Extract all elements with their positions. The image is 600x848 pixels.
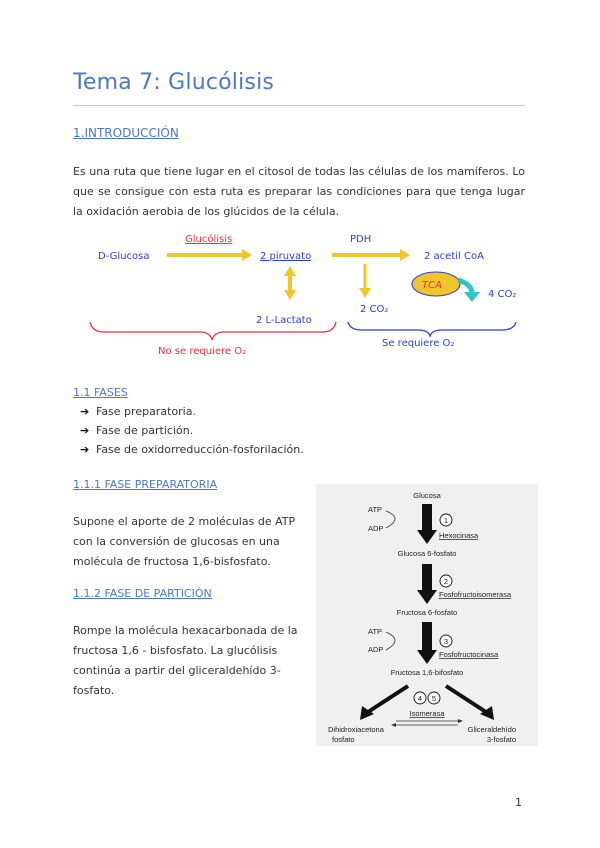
step-3-arrow-shaft: [422, 622, 432, 652]
glycolysis-pathway-diagram-lower: [316, 684, 538, 746]
dhap-label-2: fosfato: [332, 735, 355, 744]
fructosa-6-fosfato-label: Fructosa 6-fosfato: [396, 608, 458, 617]
tca-output-arrow-shaft: [458, 280, 472, 294]
co2-arrow-head: [359, 288, 371, 298]
glycolysis-pathway-diagram: [316, 484, 538, 706]
preparatoria-text: Supone el aporte de 2 moléculas de ATP con la conversión de glucosas en una molécula de fructosa 1,6-bisfosfato.: [73, 515, 296, 568]
fases-list: [80, 402, 304, 459]
co2-2-label: 2 CO₂: [360, 304, 389, 315]
d-glucosa-label: D-Glucosa: [98, 251, 150, 262]
pdh-label: PDH: [350, 234, 372, 245]
g3p-label-1: Gliceraldehído: [467, 725, 516, 734]
atp-2-label: ATP: [368, 627, 383, 636]
glucosa-label: Glucosa: [413, 491, 441, 500]
acetil-coa-label: 2 acetil CoA: [424, 251, 484, 262]
step-3-number: 3: [443, 637, 449, 646]
piruvato-label: 2 piruvato: [260, 251, 312, 262]
adp-2-label: ADP: [368, 645, 384, 654]
fosfofructocinasa-label: Fosfofructocinasa: [439, 650, 499, 659]
list-item: ➔ Fase de partición.: [80, 421, 304, 440]
tca-label: TCA: [422, 280, 442, 291]
glucolisis-arrow-head: [242, 249, 252, 261]
glucosa-6-fosfato-label: Glucosa 6-fosfato: [397, 549, 457, 558]
oxygen-brace: [348, 322, 516, 336]
section-heading-preparatoria: 1.1.1 FASE PREPARATORIA: [73, 478, 218, 491]
atp-1-label: ATP: [368, 505, 383, 514]
lactato-arrow-up-head: [284, 266, 296, 276]
arrow-bullet-icon: ➔: [80, 424, 90, 437]
title-divider: [73, 105, 525, 106]
arrow-bullet-icon: ➔: [80, 443, 90, 456]
g3p-label-2: 3-fosfato: [486, 735, 516, 744]
step-1-number: 1: [443, 516, 449, 525]
pdh-arrow-head: [400, 249, 410, 261]
hexocinasa-label: Hexocinasa: [439, 531, 479, 540]
step-2-number: 2: [443, 577, 449, 586]
lactato-label: 2 L-Lactato: [256, 315, 312, 326]
fosfofructoisomerasa-label: Fosfofructoisomerasa: [439, 590, 512, 599]
particion-text: Rompe la molécula hexacarbonada de la fructosa 1,6 - bisfosfato. La glucólisis continúa a partir del gliceraldehído 3-fosfato.: [73, 624, 298, 697]
lactato-arrow-down-head: [284, 290, 296, 300]
section-heading-particion: 1.1.2 FASE DE PARTICIÓN: [73, 587, 212, 600]
step-5-number: 5: [431, 694, 437, 703]
step-4-number: 4: [417, 694, 423, 703]
step-2-arrow-shaft: [422, 564, 432, 592]
dhap-label-1: Dihidroxiacetona: [328, 725, 384, 734]
co2-4-label: 4 CO₂: [488, 289, 517, 300]
section-heading-fases: 1.1 FASES: [73, 386, 128, 399]
glucolisis-label: Glucólisis: [185, 234, 233, 245]
intro-paragraph: Es una ruta que tiene lugar en el citosol de todas las células de los mamíferos. Lo que se consigue con esta ruta es preparar las condiciones para que tenga lugar la oxidación aerobia de los glúcidos de la célula.: [73, 165, 525, 218]
arrow-bullet-icon: ➔: [80, 405, 90, 418]
tca-output-arrow-head: [464, 292, 480, 302]
no-oxygen-label: No se requiere O₂: [158, 346, 247, 357]
list-item: ➔ Fase preparatoria.: [80, 402, 304, 421]
glycolysis-overview-diagram: [70, 228, 530, 363]
page-title: Tema 7: Glucólisis: [73, 70, 275, 95]
section-heading-introduccion: 1.INTRODUCCIÓN: [73, 126, 179, 140]
isomerasa-label: Isomerasa: [409, 709, 445, 718]
page-number: 1: [515, 796, 522, 809]
adp-1-label: ADP: [368, 524, 384, 533]
oxygen-label: Se requiere O₂: [382, 338, 455, 349]
fructosa-16-bifosfato-label: Fructosa 1,6-bifosfato: [390, 668, 464, 677]
step-1-arrow-shaft: [422, 504, 432, 532]
list-item: ➔ Fase de oxidorreducción-fosforilación.: [80, 440, 304, 459]
